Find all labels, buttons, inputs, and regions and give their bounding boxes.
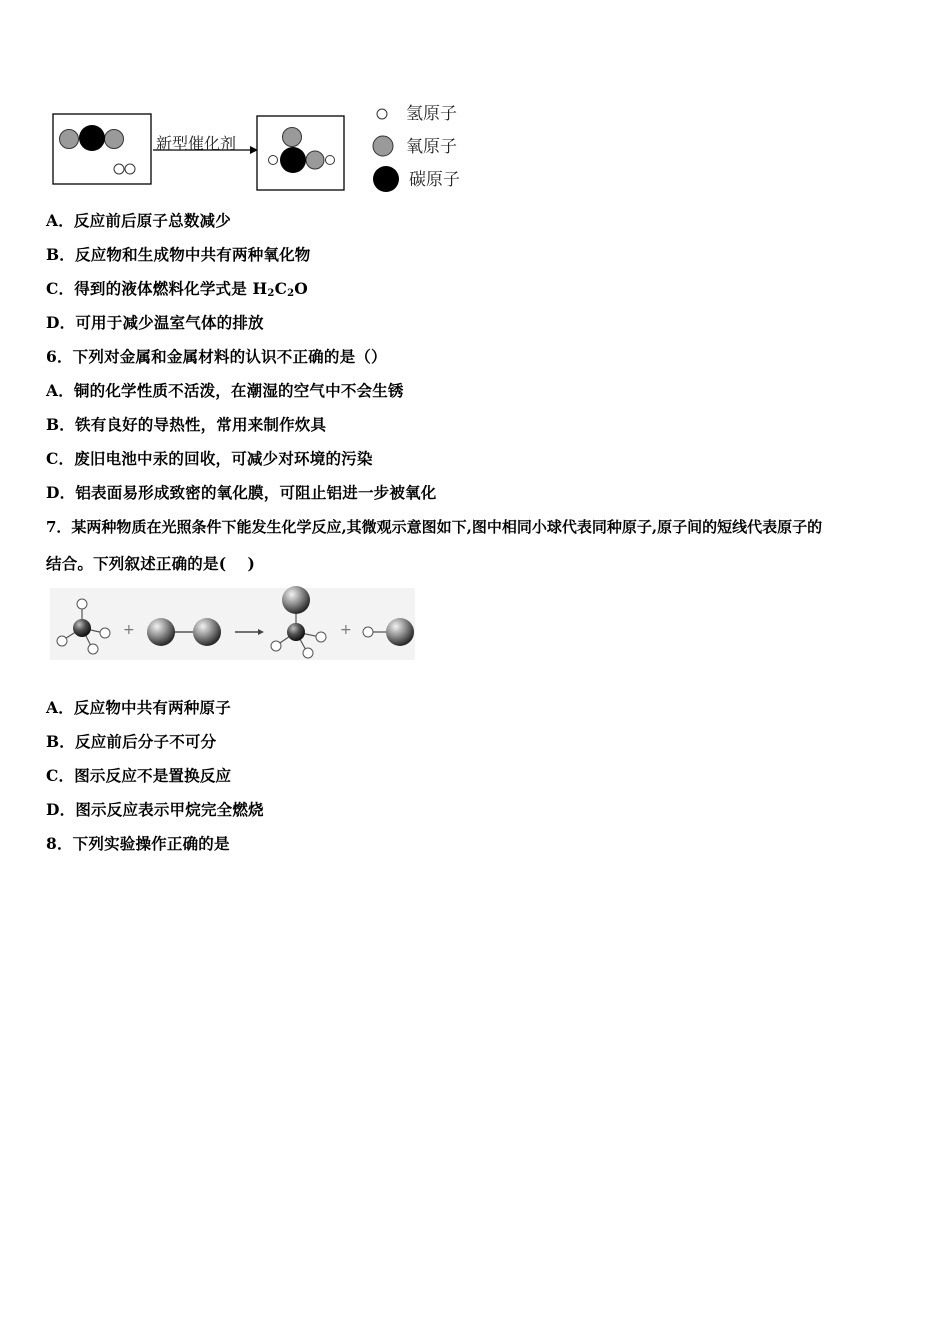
q7-stem-line2: 结合。下列叙述正确的是( ) [46,554,256,573]
q7-option-d[interactable]: D．图示反应表示甲烷完全燃烧 [46,800,264,819]
q6-option-a[interactable]: A．铜的化学性质不活泼，在潮湿的空气中不会生锈 [46,381,404,400]
q7-option-c[interactable]: C．图示反应不是置换反应 [46,766,232,785]
hydrogen-atom [316,632,326,642]
q5-option-d[interactable]: D．可用于减少温室气体的排放 [46,313,264,332]
q6-option-c[interactable]: C．废旧电池中汞的回收，可减少对环境的污染 [46,449,373,468]
carbon-atom [287,623,305,641]
hydrogen-atom [88,644,98,654]
q5-oxygen-symbol: O [294,279,308,298]
q5-option-b[interactable]: B．反应物和生成物中共有两种氧化物 [46,245,311,264]
q7-plus-sign-2: + [340,622,352,638]
q5-carbon-symbol: C [274,279,288,298]
chlorine-atom [386,618,414,646]
carbon-atom [73,619,91,637]
chlorine-atom [282,586,310,614]
hydrogen-atom [57,636,67,646]
q7-stem-line1: 7．某两种物质在光照条件下能发生化学反应,其微观示意图如下,图中相同小球代表同种原子,原子间的短线代表原子的 [46,518,823,536]
q6-stem: 6．下列对金属和金属材料的认识不正确的是（） [46,347,387,366]
hydrogen-atom [303,648,313,658]
q7-plus-sign-1: + [123,622,135,638]
q7-option-a[interactable]: A．反应物中共有两种原子 [46,698,231,717]
chlorine-atom [193,618,221,646]
q7-diagram-background [50,588,415,660]
q7-option-b[interactable]: B．反应前后分子不可分 [46,732,217,751]
q5-subscript-h: 2 [267,288,275,299]
hydrogen-atom [363,627,373,637]
catalyst-label: 新型催化剂 [156,134,237,153]
q5-option-c-text: C．得到的液体燃料化学式是 H [46,279,268,298]
q6-option-d[interactable]: D．铝表面易形成致密的氧化膜，可阻止铝进一步被氧化 [46,483,437,502]
hydrogen-atom [77,599,87,609]
legend-carbon-label: 碳原子 [409,170,460,190]
chlorine-atom [147,618,175,646]
q8-stem: 8．下列实验操作正确的是 [46,834,230,853]
hydrogen-atom [100,628,110,638]
hydrogen-atom [271,641,281,651]
legend-hydrogen-label: 氢原子 [406,104,457,124]
q5-option-a[interactable]: A．反应前后原子总数减少 [46,211,231,230]
legend-oxygen-label: 氧原子 [406,137,457,157]
q6-option-b[interactable]: B．铁有良好的导热性，常用来制作炊具 [46,415,327,434]
q5-subscript-c: 2 [287,288,295,299]
